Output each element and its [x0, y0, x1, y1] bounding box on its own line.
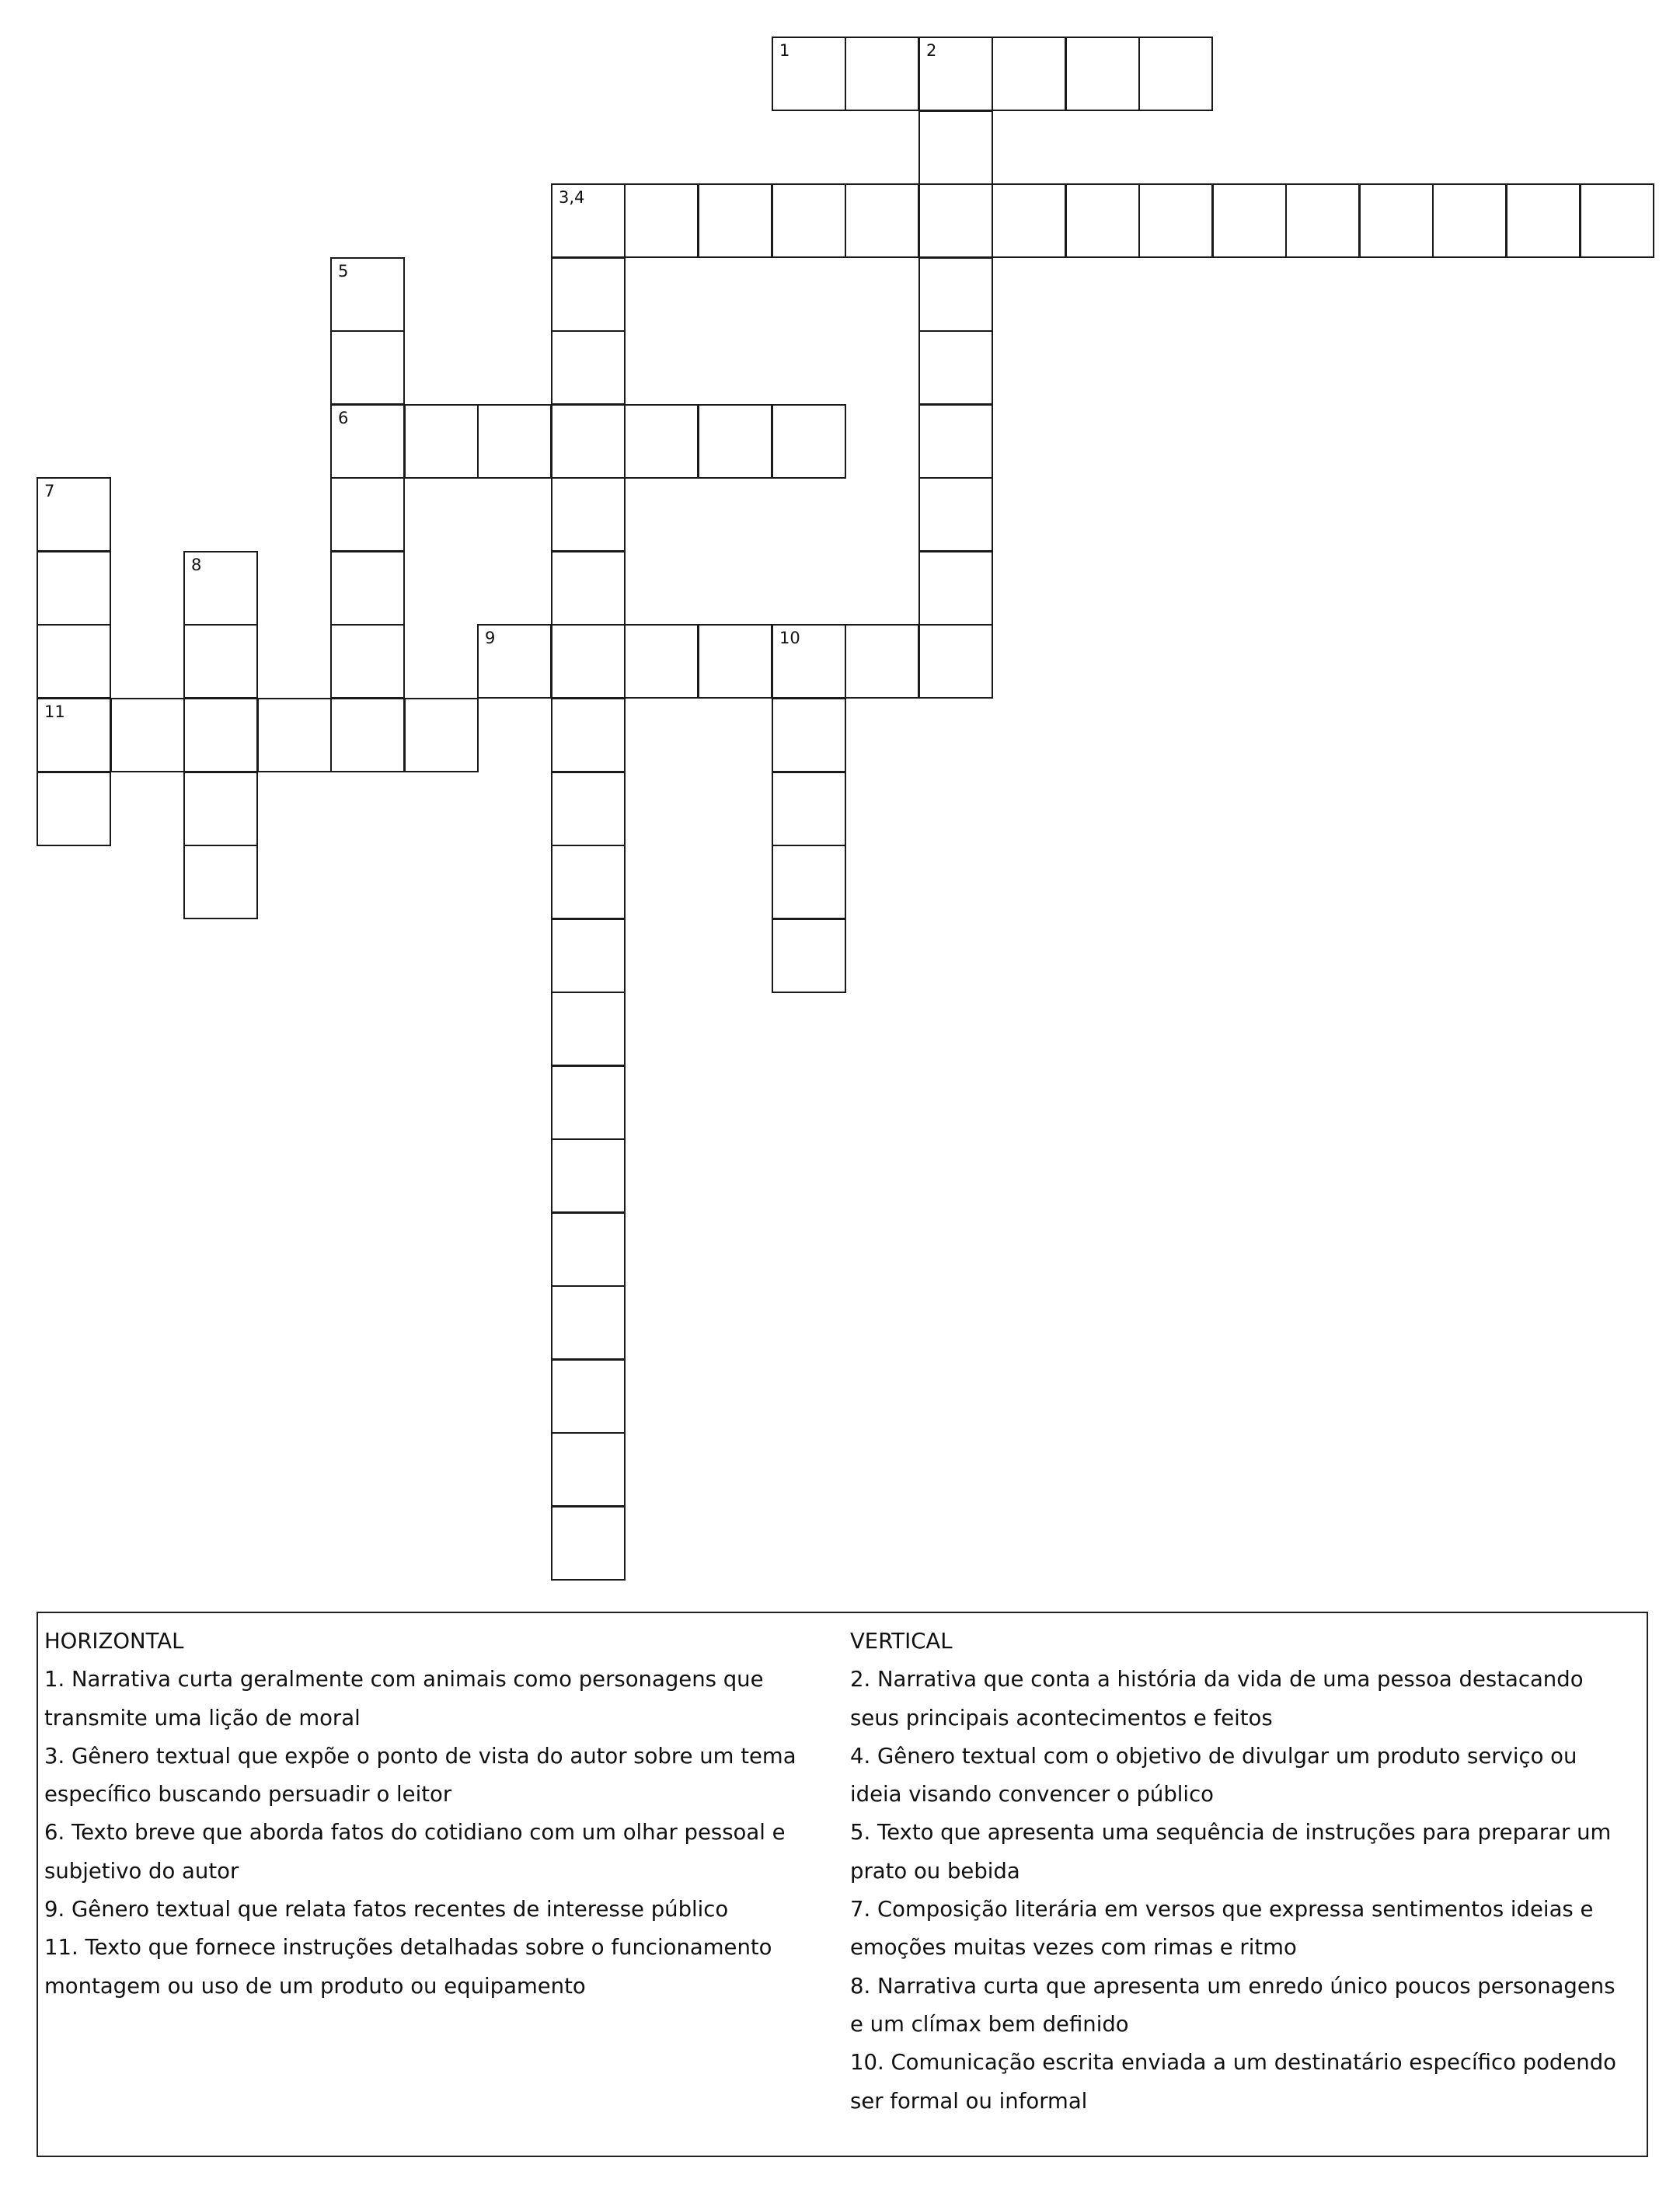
- grid-cell[interactable]: [1138, 183, 1213, 258]
- clue-number: 2: [926, 41, 937, 60]
- clue-vertical-4: 4. Gênero textual com o objetivo de divulgar um produto serviço ou ideia visando convencer o público: [850, 1743, 1577, 1807]
- grid-cell[interactable]: [551, 918, 626, 993]
- grid-cell[interactable]: [551, 1506, 626, 1581]
- grid-cell[interactable]: [918, 624, 993, 699]
- grid-cell[interactable]: [1212, 183, 1287, 258]
- vertical-heading: VERTICAL: [850, 1629, 953, 1654]
- grid-cell[interactable]: [624, 404, 699, 479]
- grid-cell[interactable]: [772, 624, 846, 699]
- grid-cell[interactable]: [551, 698, 626, 772]
- grid-cell[interactable]: [110, 698, 185, 772]
- clue-number: 5: [338, 262, 349, 281]
- clue-number: 1: [779, 41, 790, 60]
- clue-vertical-10: 10. Comunicação escrita enviada a um destinatário específico podendo ser formal ou informal: [850, 2050, 1617, 2114]
- grid-cell[interactable]: [698, 624, 772, 699]
- horizontal-heading: HORIZONTAL: [44, 1629, 184, 1654]
- grid-cell[interactable]: [330, 330, 405, 405]
- grid-cell[interactable]: [992, 183, 1066, 258]
- grid-cell[interactable]: [845, 624, 919, 699]
- grid-cell[interactable]: [1359, 183, 1434, 258]
- grid-cell[interactable]: [551, 404, 626, 479]
- grid-cell[interactable]: [257, 698, 332, 772]
- grid-cell[interactable]: [330, 257, 405, 332]
- grid-cell[interactable]: [624, 624, 699, 699]
- grid-cell[interactable]: [551, 992, 626, 1066]
- clue-number: 11: [44, 702, 65, 721]
- grid-cell[interactable]: [330, 624, 405, 699]
- grid-cell[interactable]: [1580, 183, 1654, 258]
- grid-cell[interactable]: [918, 330, 993, 405]
- grid-cell[interactable]: [772, 698, 846, 772]
- grid-cell[interactable]: [183, 624, 258, 699]
- grid-cell[interactable]: [37, 624, 111, 699]
- clue-number: 6: [338, 409, 349, 427]
- horizontal-clues: [44, 1623, 814, 2006]
- grid-cell[interactable]: [918, 404, 993, 479]
- grid-cell[interactable]: [551, 1212, 626, 1287]
- grid-cell[interactable]: [918, 551, 993, 626]
- grid-cell[interactable]: [992, 37, 1066, 111]
- grid-cell[interactable]: [698, 404, 772, 479]
- clue-vertical-2: 2. Narrativa que conta a história da vida de uma pessoa destacando seus principais acontecimentos e feitos: [850, 1667, 1584, 1731]
- grid-cell[interactable]: [845, 183, 919, 258]
- grid-cell[interactable]: [551, 551, 626, 626]
- clue-vertical-5: 5. Texto que apresenta uma sequência de instruções para preparar um prato ou bebida: [850, 1820, 1612, 1884]
- grid-cell[interactable]: [183, 772, 258, 846]
- grid-cell[interactable]: [37, 698, 111, 772]
- vertical-clues: [850, 1623, 1627, 2121]
- grid-cell[interactable]: [330, 404, 405, 479]
- clue-vertical-8: 8. Narrativa curta que apresenta um enredo único poucos personagens e um clímax bem definido: [850, 1973, 1616, 2037]
- grid-cell[interactable]: [1506, 183, 1581, 258]
- grid-cell[interactable]: [772, 37, 846, 111]
- grid-cell[interactable]: [183, 551, 258, 626]
- grid-cell[interactable]: [183, 698, 258, 772]
- clue-number: 3,4: [559, 188, 585, 207]
- grid-cell[interactable]: [1065, 37, 1140, 111]
- grid-cell[interactable]: [551, 1432, 626, 1507]
- grid-cell[interactable]: [37, 477, 111, 552]
- clue-horizontal-6: 6. Texto breve que aborda fatos do cotidiano com um olhar pessoal e subjetivo do autor: [44, 1820, 786, 1884]
- grid-cell[interactable]: [37, 772, 111, 846]
- grid-cell[interactable]: [918, 477, 993, 552]
- grid-cell[interactable]: [37, 551, 111, 626]
- grid-cell[interactable]: [551, 330, 626, 405]
- grid-cell[interactable]: [845, 37, 919, 111]
- clues-box: [37, 1612, 1648, 2157]
- grid-cell[interactable]: [477, 624, 552, 699]
- grid-cell[interactable]: [477, 404, 552, 479]
- clue-number: 8: [191, 556, 202, 574]
- grid-cell[interactable]: [404, 698, 479, 772]
- grid-cell[interactable]: [918, 37, 993, 111]
- grid-cell[interactable]: [551, 1065, 626, 1140]
- grid-cell[interactable]: [551, 1138, 626, 1213]
- grid-cell[interactable]: [918, 110, 993, 185]
- grid-cell[interactable]: [330, 551, 405, 626]
- grid-cell[interactable]: [772, 918, 846, 993]
- clue-number: 10: [779, 629, 800, 647]
- clue-number: 7: [44, 482, 55, 500]
- grid-cell[interactable]: [551, 624, 626, 699]
- grid-cell[interactable]: [404, 404, 479, 479]
- grid-cell[interactable]: [183, 845, 258, 919]
- grid-cell[interactable]: [624, 183, 699, 258]
- grid-cell[interactable]: [551, 845, 626, 919]
- grid-cell[interactable]: [1138, 37, 1213, 111]
- clue-horizontal-3: 3. Gênero textual que expõe o ponto de vista do autor sobre um tema específico buscando persuadir o leitor: [44, 1743, 796, 1807]
- grid-cell[interactable]: [551, 1285, 626, 1360]
- grid-cell[interactable]: [918, 257, 993, 332]
- clue-horizontal-1: 1. Narrativa curta geralmente com animais como personagens que transmite uma lição de moral: [44, 1667, 764, 1731]
- grid-cell[interactable]: [330, 698, 405, 772]
- grid-cell[interactable]: [772, 845, 846, 919]
- grid-cell[interactable]: [330, 477, 405, 552]
- grid-cell[interactable]: [772, 183, 846, 258]
- grid-cell[interactable]: [551, 772, 626, 846]
- clue-horizontal-9: 9. Gênero textual que relata fatos recentes de interesse público: [44, 1897, 729, 1922]
- grid-cell[interactable]: [551, 477, 626, 552]
- clue-number: 9: [485, 629, 496, 647]
- grid-cell[interactable]: [551, 257, 626, 332]
- grid-cell[interactable]: [772, 772, 846, 846]
- grid-cell[interactable]: [698, 183, 772, 258]
- clue-vertical-7: 7. Composição literária em versos que expressa sentimentos ideias e emoções muitas vezes com rimas e ritmo: [850, 1897, 1594, 1961]
- grid-cell[interactable]: [918, 183, 993, 258]
- grid-cell[interactable]: [1065, 183, 1140, 258]
- grid-cell[interactable]: [772, 404, 846, 479]
- grid-cell[interactable]: [551, 183, 626, 258]
- grid-cell[interactable]: [1285, 183, 1360, 258]
- grid-cell[interactable]: [551, 1359, 626, 1434]
- grid-cell[interactable]: [1432, 183, 1507, 258]
- clue-horizontal-11: 11. Texto que fornece instruções detalhadas sobre o funcionamento montagem ou uso de um produto ou equipamento: [44, 1935, 772, 1999]
